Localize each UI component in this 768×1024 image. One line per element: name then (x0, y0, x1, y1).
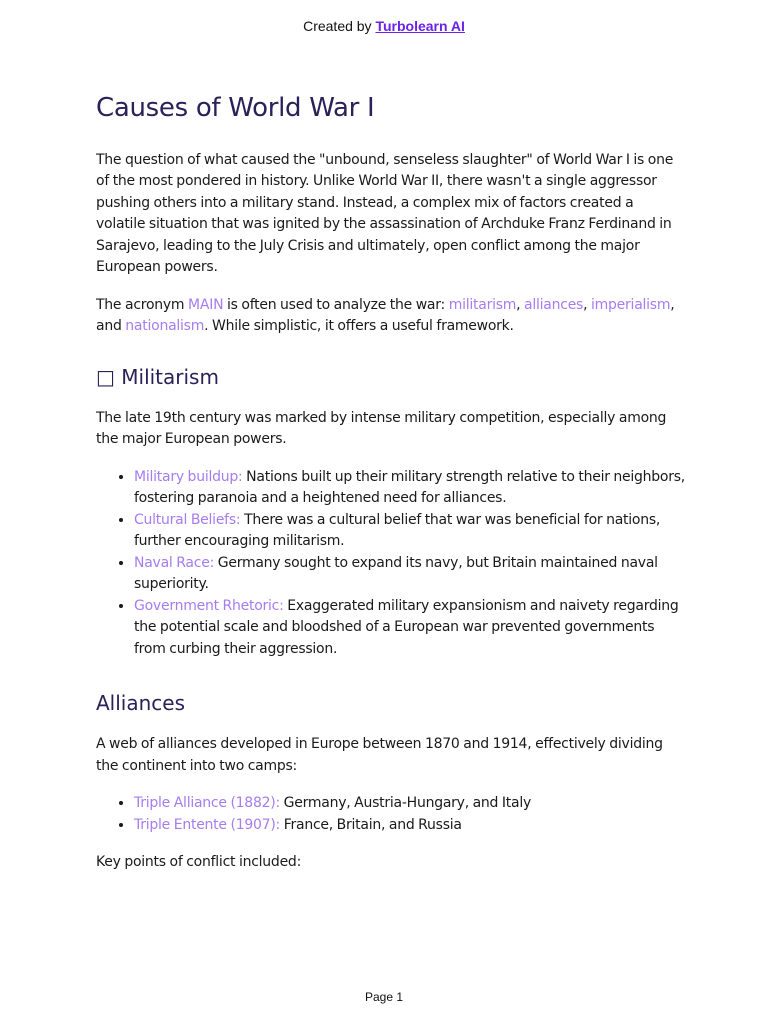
intro-paragraph: The question of what caused the "unbound, senseless slaughter" of World War I is one of the most pondered in history. Unlike World War II, there wasn't a single aggressor pushing others into a military stand. Instead, a complex mix of factors created a volatile situation that was ignited by the assassination of Archduke Franz Ferdinand in Sarajevo, leading to the July Crisis and ultimately, open conflict among the major European powers. (96, 151, 674, 276)
main-term: MAIN (188, 296, 224, 313)
list-item-term: Naval Race: (134, 554, 215, 571)
alliances-term: alliances (524, 296, 584, 313)
list-item (134, 793, 686, 815)
imperialism-term: imperialism (591, 296, 671, 313)
list-item-text: There was a cultural belief that war was beneficial for nations, further encouraging militarism. (134, 511, 661, 550)
militarism-term: militarism (448, 296, 517, 313)
list-item-term: Triple Alliance (1882): (134, 795, 280, 812)
list-item-text: France, Britain, and Russia (280, 816, 462, 833)
conflict-intro: Key points of conflict included: (96, 854, 302, 871)
acronym-comma-1: , (516, 296, 525, 313)
list-item (134, 467, 686, 510)
list-item-text: Nations built up their military strength relative to their neighbors, fostering paranoia and a heightened need for alliances. (134, 468, 685, 507)
militarism-list (96, 467, 686, 661)
alliances-list (96, 793, 686, 836)
list-item-term: Government Rhetoric: (134, 597, 284, 614)
page-header (0, 18, 768, 34)
page-title: Causes of World War I (96, 93, 375, 123)
page-number: Page 1 (364, 990, 404, 1004)
acronym-paragraph (96, 295, 686, 338)
acronym-comma-2: , (583, 296, 588, 313)
document-body (96, 92, 686, 890)
header-created-by: Created by (303, 18, 376, 34)
page-footer (0, 990, 768, 1004)
list-item-text: Germany sought to expand its navy, but Britain maintained naval superiority. (134, 554, 658, 593)
list-item-text: Exaggerated military expansionism and naivety regarding the potential scale and bloodshed of a European war prevented governments from curbing their aggression. (134, 597, 679, 657)
list-item (134, 553, 686, 596)
acronym-text-2: is often used to analyze the war: (223, 296, 449, 313)
list-item-text: Germany, Austria-Hungary, and Italy (279, 795, 532, 812)
turbolearn-link[interactable]: Turbolearn AI (375, 18, 465, 34)
list-item-term: Military buildup: (134, 468, 243, 485)
acronym-text-4: . While simplistic, it offers a useful framework. (204, 318, 514, 335)
list-item (134, 596, 686, 661)
alliances-intro: A web of alliances developed in Europe between 1870 and 1914, effectively dividing the continent into two camps: (96, 736, 663, 774)
list-item (134, 510, 686, 553)
acronym-text-3: , and (96, 296, 675, 335)
list-item-term: Triple Entente (1907): (134, 816, 280, 833)
alliances-heading: Alliances (96, 691, 186, 716)
militarism-heading: □ Militarism (96, 364, 219, 389)
militarism-intro: The late 19th century was marked by intense military competition, especially among the major European powers. (96, 409, 667, 448)
acronym-text-1: The acronym (96, 296, 189, 313)
list-item (134, 815, 686, 837)
nationalism-term: nationalism (125, 318, 205, 335)
list-item-term: Cultural Beliefs: (134, 511, 241, 528)
